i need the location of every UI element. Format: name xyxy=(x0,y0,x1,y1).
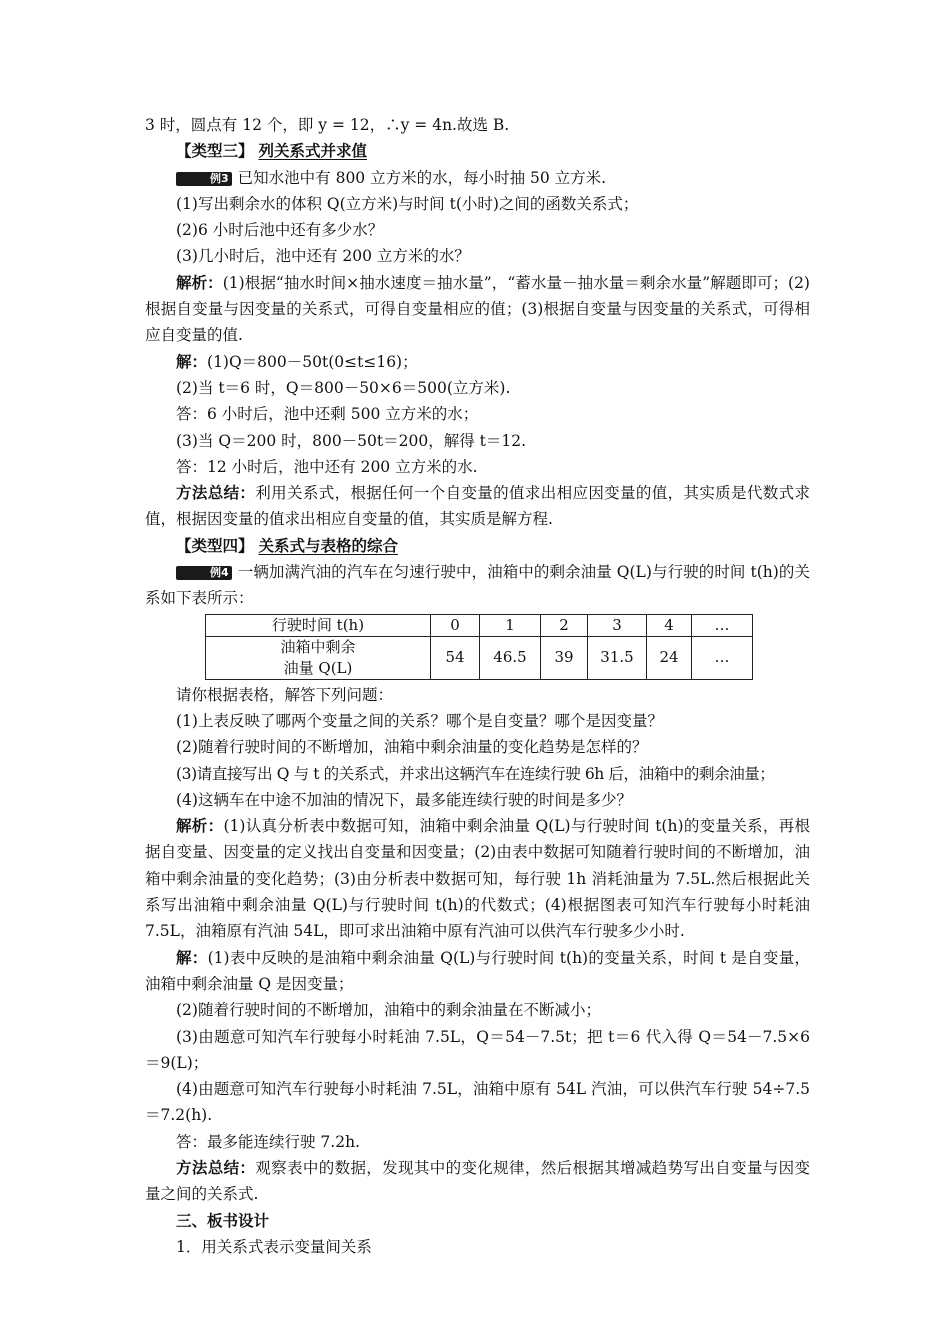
solution-text: (1)Q＝800－50t(0≤t≤16)； xyxy=(207,352,418,371)
example4-analysis xyxy=(145,813,810,944)
method-label: 方法总结： xyxy=(176,1157,256,1177)
method-text: 利用关系式，根据任何一个自变量的值求出相应因变量的值，其实质是代数式求值，根据因变量的值求出相应自变量的值，其实质是解方程. xyxy=(145,484,810,529)
table-cell: 4 xyxy=(647,614,692,636)
table-cell: 39 xyxy=(541,636,588,679)
table-cell: 46.5 xyxy=(480,636,541,679)
analysis-label: 解析： xyxy=(176,816,224,836)
example3-analysis xyxy=(145,270,810,349)
example4-prompt: 请你根据表格，解答下列问题： xyxy=(176,685,394,704)
method-label: 方法总结： xyxy=(176,483,256,503)
table-cell: 54 xyxy=(431,636,480,679)
solution-label: 解： xyxy=(176,947,208,967)
solution-text: (1)表中反映的是油箱中剩余油量 Q(L)与行驶时间 t(h)的变量关系，时间 t 是自变量，油箱中剩余油量 Q 是因变量； xyxy=(145,948,810,993)
table-cell: 3 xyxy=(588,614,647,636)
table-cell: 1 xyxy=(480,614,541,636)
section-heading: 三、板书设计 xyxy=(176,1210,270,1230)
type4-title: 关系式与表格的综合 xyxy=(258,535,398,555)
example4-method-summary xyxy=(145,1155,810,1208)
table-cell: 31.5 xyxy=(588,636,647,679)
method-text: 观察表中的数据，发现其中的变化规律，然后根据其增减趋势写出自变量与因变量之间的关系式. xyxy=(145,1158,810,1204)
example-badge: 例3 xyxy=(176,172,232,186)
example4-solution-1 xyxy=(145,945,810,998)
table-header-cell: 行驶时间 t(h) xyxy=(206,614,431,636)
example4-question-1: (1)上表反映了哪两个变量之间的关系？哪个是自变量？哪个是因变量？ xyxy=(176,711,663,730)
table-header-cell xyxy=(206,636,431,679)
example3-method-summary xyxy=(145,480,810,533)
example3-solution-1 xyxy=(145,349,810,375)
table-cell: … xyxy=(692,614,753,636)
document-page xyxy=(145,112,810,1260)
table-cell: 0 xyxy=(431,614,480,636)
example3-question-1: (1)写出剩余水的体积 Q(立方米)与时间 t(小时)之间的函数关系式； xyxy=(176,194,639,213)
example4-solution-5: 答：最多能连续行驶 7.2h. xyxy=(176,1132,360,1151)
example4-statement xyxy=(145,559,810,612)
example3-solution-4: (3)当 Q＝200 时，800－50t＝200，解得 t＝12. xyxy=(176,431,527,450)
example3-question-2: (2)6 小时后池中还有多少水？ xyxy=(176,221,384,240)
table-row xyxy=(206,614,753,636)
solution-label: 解： xyxy=(176,351,208,371)
example4-solution-2: (2)随着行驶时间的不断增加，油箱中的剩余油量在不断减小； xyxy=(176,1001,601,1020)
table-cell: 24 xyxy=(647,636,692,679)
example4-question-3: (3)请直接写出 Q 与 t 的关系式，并求出这辆汽车在连续行驶 6h 后，油箱中的剩余油量； xyxy=(176,764,775,783)
example4-text: 一辆加满汽油的汽车在匀速行驶中，油箱中的剩余油量 Q(L)与行驶的时间 t(h)的关系如下表所示： xyxy=(145,563,810,608)
analysis-text: (1)根据“抽水时间×抽水速度＝抽水量”，“蓄水量－抽水量＝剩余水量”解题即可；(2)根据自变量与因变量的关系式，可得自变量相应的值；(3)根据自变量与因变量的关系式，可得相应自变量的值. xyxy=(145,273,810,345)
table-row xyxy=(206,636,753,679)
type3-title: 列关系式并求值 xyxy=(258,141,367,161)
type3-heading xyxy=(145,138,810,164)
text-line: 3 时，圆点有 12 个，即 y = 12，∴y = 4n.故选 B. xyxy=(145,116,510,134)
example3-solution-2: (2)当 t＝6 时，Q＝800－50×6＝500(立方米). xyxy=(176,378,511,397)
example4-solution-4: (4)由题意可知汽车行驶每小时耗油 7.5L，油箱中原有 54L 汽油，可以供汽车行驶 54÷7.5＝7.2(h). xyxy=(145,1080,810,1125)
analysis-text: (1)认真分析表中数据可知，油箱中剩余油量 Q(L)与行驶时间 t(h)的变量关系，再根据自变量、因变量的定义找出自变量和因变量；(2)由表中数据可知随着行驶时间的不断增加，油箱中剩余油量的变化趋势；(3)由分析表中数据可知，每行驶 1h 消耗油量为 7.5L.然后根据此关系写出油箱中剩余油量 Q(L)与行驶时间 t(h)的代数式；(4)根据图表可知汽车行驶每小时耗油 7.5L，油箱原有汽油 54L，即可求出油箱中原有汽油可以供汽车行驶多少小时. xyxy=(145,817,810,941)
board-design-item: 1．用关系式表示变量间关系 xyxy=(176,1237,372,1256)
table-header-line: 油箱中剩余 xyxy=(280,637,356,656)
table-cell: 2 xyxy=(541,614,588,636)
example4-question-4: (4)这辆车在中途不加油的情况下，最多能连续行驶的时间是多少？ xyxy=(176,790,632,809)
type4-label: 【类型四】 xyxy=(176,535,254,555)
example3-solution-3: 答：6 小时后，池中还剩 500 立方米的水； xyxy=(176,405,479,424)
example-badge: 例4 xyxy=(176,566,232,580)
example3-solution-5: 答：12 小时后，池中还有 200 立方米的水. xyxy=(176,457,478,476)
example3-question-3: (3)几小时后，池中还有 200 立方米的水？ xyxy=(176,247,470,266)
type3-label: 【类型三】 xyxy=(176,141,254,161)
table-cell: … xyxy=(692,636,753,679)
example4-solution-3: (3)由题意可知汽车行驶每小时耗油 7.5L，Q＝54－7.5t；把 t＝6 代入得 Q＝54－7.5×6＝9(L)； xyxy=(145,1027,810,1072)
analysis-label: 解析： xyxy=(176,272,223,292)
example4-question-2: (2)随着行驶时间的不断增加，油箱中剩余油量的变化趋势是怎样的？ xyxy=(176,738,648,757)
fuel-table xyxy=(205,614,753,680)
table-header-line: 油量 Q(L) xyxy=(283,658,353,677)
type4-heading xyxy=(145,533,810,559)
example3-statement xyxy=(145,165,810,191)
example3-text: 已知水池中有 800 立方米的水，每小时抽 50 立方米. xyxy=(237,168,607,187)
